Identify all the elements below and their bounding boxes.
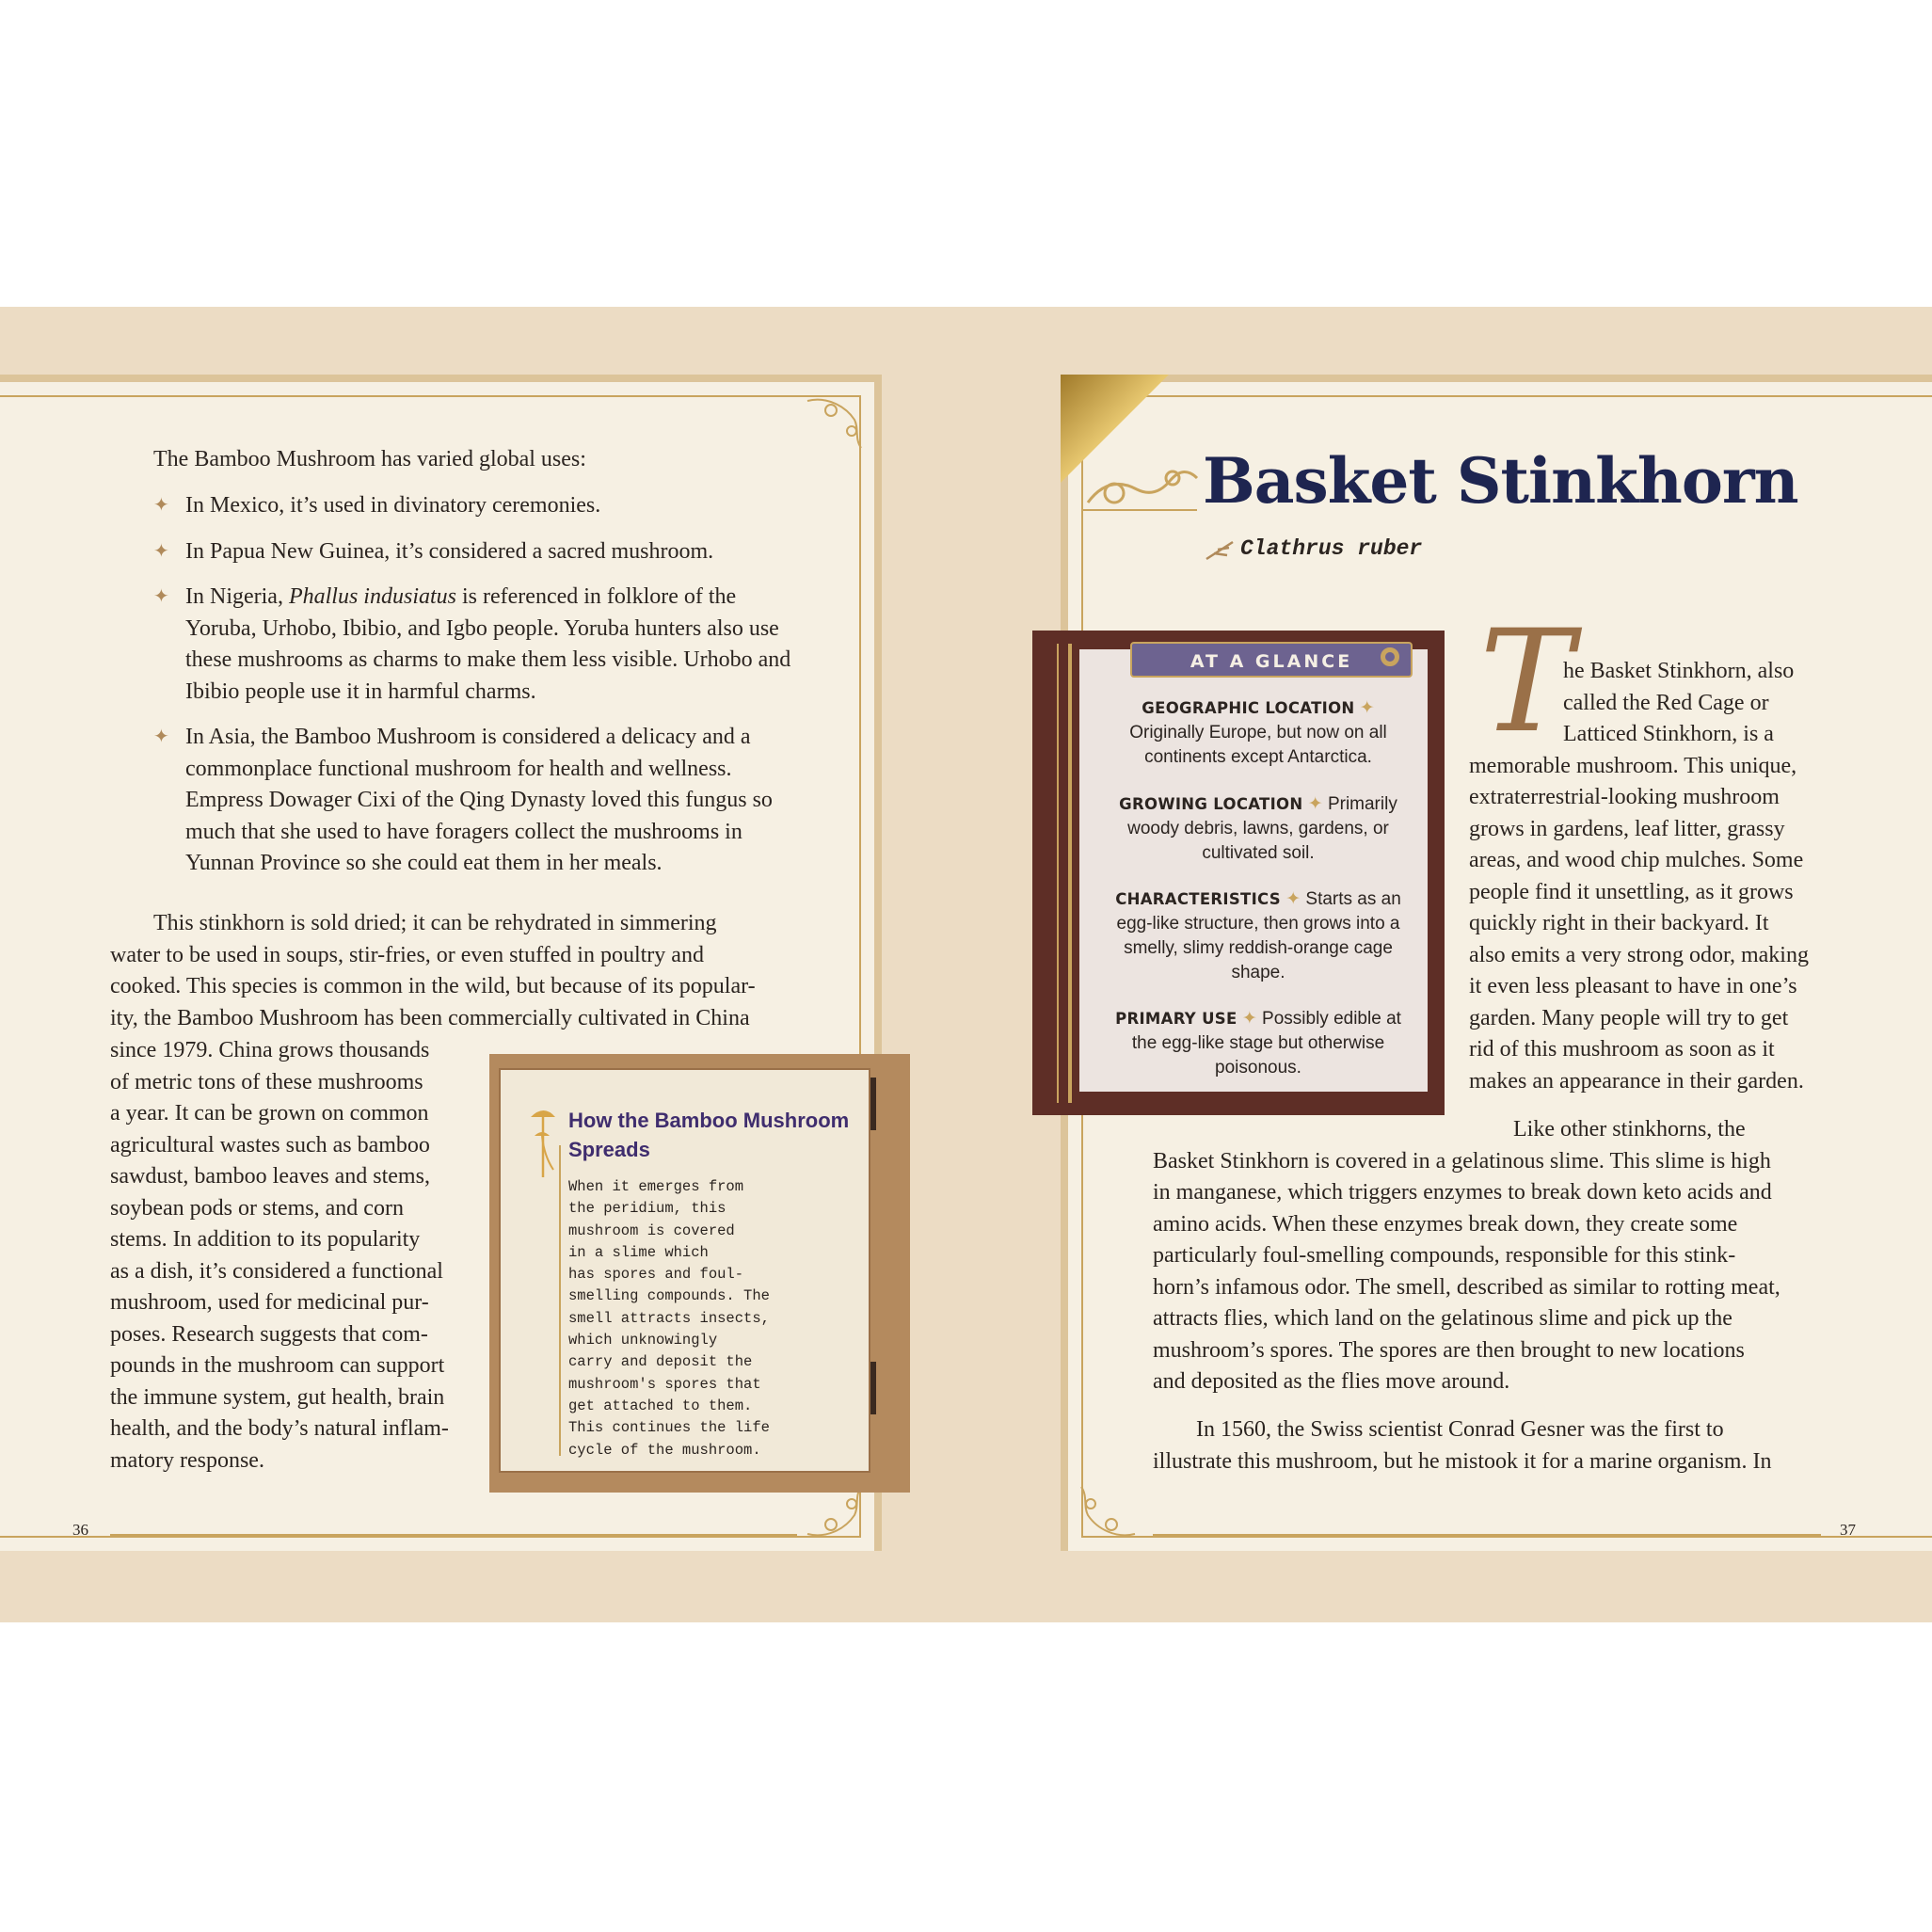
flourish-corner-icon [803,391,869,457]
text-line: amino acids. When these enzymes break down, they create some [1153,1211,1738,1237]
text-line: of metric tons of these mushrooms [110,1069,423,1094]
text-line: water to be used in soups, stir-fries, or even stuffed in poultry and [110,942,704,967]
scientific-name: Clathrus ruber [1240,536,1423,561]
at-a-glance-header: AT A GLANCE [1130,642,1413,678]
bullet-star-icon: ✦ [153,495,169,516]
text-line: he Basket Stinkhorn, also [1563,659,1795,683]
sidebar-card [499,1068,870,1473]
drop-cap: T [1479,600,1574,764]
paragraph-history [1153,1414,1887,1477]
text-line: cooked. This species is common in the wild, but because of its popular- [110,974,756,998]
sidebar-body: When it emerges from the peridium, this mushroom is covered in a slime which has spores and foul- smelling compounds. The smell attracts insects, which unknowingly carry and deposit the mushroom's spores that get attached to them. This continues the life cycle of the mushroom. [568,1178,770,1459]
use-text: In Mexico, it’s used in divinatory ceremonies. [185,493,601,518]
text-line: it even less pleasant to have in one’s [1469,974,1797,998]
text-line: Like other stinkhorns, the [1513,1117,1746,1142]
gold-rule [1057,644,1059,1103]
text-line: the immune system, gut health, brain [110,1384,445,1410]
glance-item-key: GEOGRAPHIC LOCATION [1142,699,1355,717]
scroll-flourish-icon [1080,455,1201,521]
text-line: garden. Many people will try to get [1469,1005,1789,1030]
footer-rule [110,1534,797,1536]
text-line: In 1560, the Swiss scientist Conrad Gesner was the first to [1196,1417,1724,1442]
text-line: stems. In addition to its popularity [110,1227,421,1252]
separator-star-icon: ✦ [1302,794,1328,814]
paragraph-cultivation [110,908,825,1034]
binder-clip-bottom [870,1362,876,1414]
page-number-right: 37 [1840,1521,1856,1539]
bullet-star-icon: ✦ [153,726,169,747]
mushroom-icon [527,1104,561,1179]
glance-item [1106,696,1411,770]
use-text: In Papua New Guinea, it’s considered a sacred mushroom. [185,538,714,564]
text-line: poses. Research suggests that com- [110,1321,428,1347]
glance-item-value: Primarily woody debris, lawns, gardens, or cultivated soil. [1127,794,1397,863]
sidebar-title: How the Bamboo Mushroom Spreads [568,1109,850,1161]
text-line: grows in gardens, leaf litter, grassy [1469,816,1785,841]
intro-text: The Bamboo Mushroom has varied global uses: [153,447,586,471]
text-line: a year. It can be grown on common [110,1101,429,1126]
flourish-corner-icon [1074,1477,1140,1543]
ring-icon [1381,647,1399,666]
at-a-glance-box [1032,631,1445,1115]
use-text: In Nigeria, [185,584,289,609]
text-line: called the Red Cage or [1563,690,1769,715]
gold-rule [1068,644,1072,1103]
text-line: illustrate this mushroom, but he mistook it for a marine organism. In [1153,1448,1772,1474]
text-line: matory response. [110,1447,264,1473]
text-line: people find it unsettling, as it grows [1469,879,1794,904]
intro-paragraph [1469,656,1883,1097]
glance-item-value: Originally Europe, but now on all continents except Antarctica. [1129,723,1387,767]
binder-clip-top [870,1078,876,1130]
text-line: areas, and wood chip mulches. Some [1469,848,1804,872]
footer-rule [1153,1534,1821,1536]
separator-star-icon: ✦ [1237,1009,1263,1029]
text-line: quickly right in their backyard. It [1469,911,1769,935]
text-line: ity, the Bamboo Mushroom has been commercially cultivated in China [110,1005,750,1030]
text-line: mushroom, used for medicinal pur- [110,1290,429,1315]
glance-item [1106,887,1411,985]
use-text: is referenced in folklore of the Yoruba, Urhobo, Ibibio, and Igbo people. Yoruba hunters also use these mushrooms as charms to make them less visible. Urhobo and Ibibio people use it in harmful charms. [185,584,791,704]
bullet-star-icon: ✦ [153,586,169,607]
separator-star-icon: ✦ [1280,889,1306,909]
bullet-star-icon: ✦ [153,540,169,562]
glance-item-key: PRIMARY USE [1115,1010,1237,1028]
sidebar-rule [559,1145,561,1456]
use-list-item [153,582,803,708]
use-list-item [153,536,803,568]
text-line: Basket Stinkhorn is covered in a gelatinous slime. This slime is high [1153,1148,1771,1174]
text-line: soybean pods or stems, and corn [110,1195,404,1221]
glance-item-key: CHARACTERISTICS [1115,890,1281,908]
use-text: Phallus indusiatus [288,584,456,609]
text-line: health, and the body’s natural inflam- [110,1416,449,1441]
page-number-left: 36 [72,1521,88,1539]
text-line: attracts flies, which land on the gelatinous slime and pick up the [1153,1306,1732,1331]
text-line: extraterrestrial-looking mushroom [1469,785,1780,809]
glance-item [1106,1007,1411,1080]
page-title: Basket Stinkhorn [1203,444,1798,518]
text-line: sawdust, bamboo leaves and stems, [110,1164,430,1189]
text-line: pounds in the mushroom can support [110,1353,445,1378]
glance-item-key: GROWING LOCATION [1119,795,1303,813]
text-line: rid of this mushroom as soon as it [1469,1037,1775,1062]
quill-icon [1205,538,1235,563]
glance-item-value: Possibly edible at the egg-like stage but otherwise poisonous. [1131,1009,1401,1078]
text-line: Latticed Stinkhorn, is a [1563,722,1774,746]
separator-star-icon: ✦ [1354,698,1375,718]
text-line: also emits a very strong odor, making [1469,942,1809,967]
text-line: horn’s infamous odor. The smell, described as similar to rotting meat, [1153,1274,1780,1300]
text-line: This stinkhorn is sold dried; it can be rehydrated in simmering [153,911,717,935]
paragraph-cultivation-continued [110,1035,487,1477]
paragraph-slime [1153,1114,1887,1398]
text-line: particularly foul-smelling compounds, responsible for this stink- [1153,1243,1736,1268]
text-line: as a dish, it’s considered a functional [110,1258,443,1284]
glance-item-value: Starts as an egg-like structure, then grows into a smelly, slimy reddish-orange cage shape. [1116,889,1401,982]
sidebar-box [489,1054,910,1493]
text-line: in manganese, which triggers enzymes to break down keto acids and [1153,1180,1772,1205]
use-list-item [153,722,803,880]
use-list-item [153,490,803,522]
text-line: agricultural wastes such as bamboo [110,1132,430,1158]
uses-list [153,490,803,894]
text-line: and deposited as the flies move around. [1153,1369,1510,1394]
text-line: memorable mushroom. This unique, [1469,753,1797,778]
text-line: makes an appearance in their garden. [1469,1068,1804,1094]
text-line: since 1979. China grows thousands [110,1038,430,1062]
use-text: In Asia, the Bamboo Mushroom is considered a delicacy and a commonplace functional mushroom for health and wellness. Empress Dowager Cixi of the Qing Dynasty loved this fungus so much that she used to have foragers collect the mushrooms in Yunnan Province so she could eat them in her meals. [185,725,773,875]
glance-item [1106,792,1411,866]
text-line: mushroom’s spores. The spores are then brought to new locations [1153,1337,1745,1363]
